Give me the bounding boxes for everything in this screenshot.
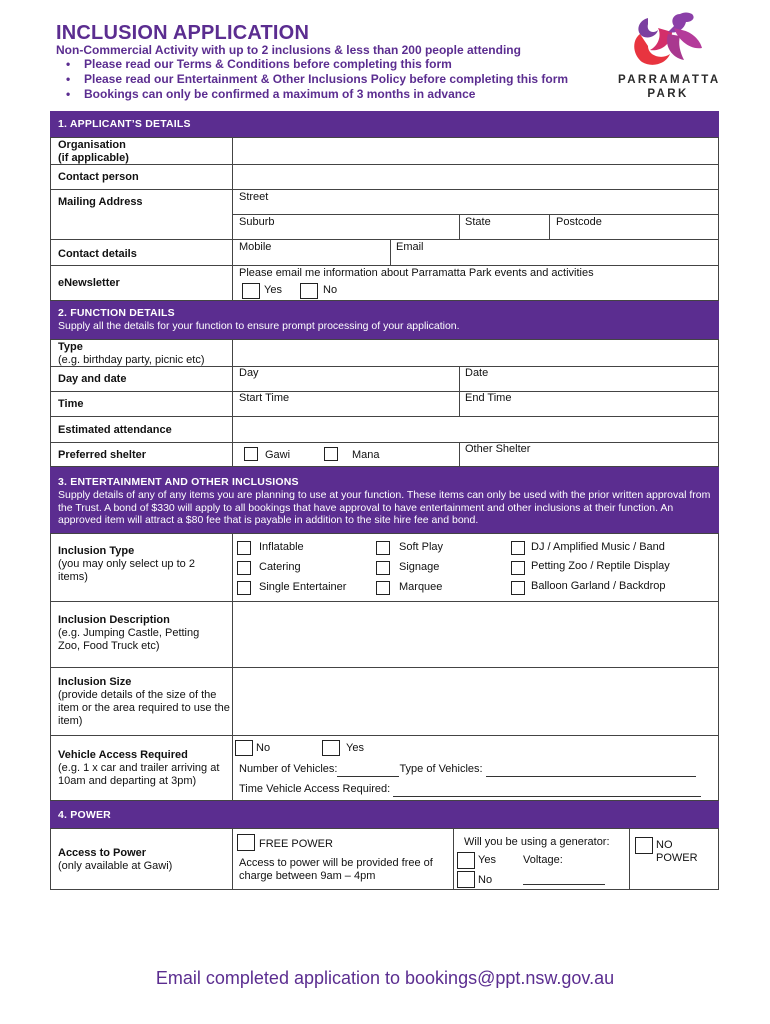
street-field[interactable]: Street [239,191,269,203]
inclusion-type-label: Inclusion Type [58,545,135,557]
free-power-label: FREE POWER [259,838,333,850]
state-field[interactable]: State [465,216,491,228]
enewsletter-label: eNewsletter [58,277,120,289]
end-time-field[interactable]: End Time [465,392,512,404]
row-divider [50,189,719,190]
email-field[interactable]: Email [396,241,424,253]
enews-no-checkbox[interactable] [300,283,318,299]
generator-no-checkbox[interactable] [457,871,475,888]
contact-person-field[interactable] [233,165,718,188]
section-1-header [50,111,719,137]
inclusion-description-label: Inclusion Description [58,614,170,626]
inclusion-description-field[interactable] [233,602,718,666]
free-power-checkbox[interactable] [237,834,255,851]
enews-no-label: No [323,284,338,296]
submission-email-note: Email completed application to bookings@ppt.nsw.gov.au [155,968,615,988]
column-divider [459,442,460,467]
row-divider [232,214,719,215]
day-field[interactable]: Day [239,367,259,379]
section-4-title: 4. POWER [58,809,111,821]
soft-play-checkbox[interactable] [376,541,390,555]
postcode-field[interactable]: Postcode [556,216,602,228]
section-2-title: 2. FUNCTION DETAILS [58,307,175,319]
instruction-item: • Please read our Terms & Conditions before completing this form [66,57,568,72]
inclusion-size-label: Inclusion Size [58,676,132,688]
gawi-label: Gawi [265,449,291,461]
section-4-header [50,801,719,828]
logo-text-line1: PARRAMATTA [618,74,721,86]
attendance-field[interactable] [233,417,718,441]
enews-yes-checkbox[interactable] [242,283,260,299]
column-divider [232,828,233,890]
row-divider [50,735,719,736]
access-to-power-note: (only available at Gawi) [58,860,173,872]
inclusion-type-note: (you may only select up to 2 items) [58,558,195,583]
signage-label: Signage [399,561,440,573]
no-power-checkbox[interactable] [635,837,653,854]
time-vehicle-access-field[interactable]: Time Vehicle Access Required: [239,783,701,797]
organisation-field[interactable] [233,138,718,163]
free-power-description: Access to power will be provided free of charge between 9am – 4pm [239,857,433,882]
generator-question: Will you be using a generator: [464,836,610,848]
vehicle-yes-checkbox[interactable] [322,740,340,756]
vehicle-access-note: (e.g. 1 x car and trailer arriving at 10am and departing at 3pm) [58,762,220,787]
column-divider [459,214,460,239]
date-field[interactable]: Date [465,367,489,379]
column-divider [390,239,391,265]
row-divider [50,239,719,240]
inclusion-size-field[interactable] [233,668,718,734]
gawi-checkbox[interactable] [244,447,258,461]
marquee-checkbox[interactable] [376,581,390,595]
signage-checkbox[interactable] [376,561,390,575]
column-divider [629,828,630,890]
other-shelter-field[interactable]: Other Shelter [465,443,531,455]
instruction-list [66,57,568,102]
num-vehicles-field[interactable]: Number of Vehicles: Type of Vehicles: [239,763,696,777]
balloon-garland-label: Balloon Garland / Backdrop [531,580,666,592]
vehicle-yes-label: Yes [346,742,364,754]
inclusion-size-note: (provide details of the size of the item or the area required to use the item) [58,689,230,727]
balloon-garland-checkbox[interactable] [511,581,525,595]
dj-music-band-label: DJ / Amplified Music / Band [531,541,665,553]
shelter-label: Preferred shelter [58,449,147,461]
single-entertainer-checkbox[interactable] [237,581,251,595]
mana-label: Mana [352,449,380,461]
column-divider [549,214,550,239]
access-to-power-label: Access to Power [58,847,147,859]
form-subtitle: Non-Commercial Activity with up to 2 inclusions & less than 200 people attending [56,43,521,57]
section-3-title: 3. ENTERTAINMENT AND OTHER INCLUSIONS [58,476,299,488]
catering-checkbox[interactable] [237,561,251,575]
day-date-label: Day and date [58,373,127,385]
mailing-address-label: Mailing Address [58,196,143,208]
attendance-label: Estimated attendance [58,424,172,436]
parramatta-park-logo [618,10,721,102]
birds-logo-icon [618,10,718,72]
start-time-field[interactable]: Start Time [239,392,290,404]
enews-yes-label: Yes [264,284,282,296]
contact-person-label: Contact person [58,171,139,183]
voltage-label: Voltage: [523,854,563,866]
petting-zoo-checkbox[interactable] [511,561,525,575]
suburb-field[interactable]: Suburb [239,216,275,228]
inflatable-label: Inflatable [259,541,304,553]
type-field[interactable] [233,340,718,365]
no-power-label: NO POWER [656,839,698,864]
inflatable-checkbox[interactable] [237,541,251,555]
section-3-header [50,467,719,533]
vehicle-no-checkbox[interactable] [235,740,253,756]
row-divider [50,391,719,392]
row-divider [50,366,719,367]
row-divider [50,442,719,443]
logo-text-line2: PARK [647,88,689,100]
generator-yes-label: Yes [478,854,496,866]
mana-checkbox[interactable] [324,447,338,461]
petting-zoo-label: Petting Zoo / Reptile Display [531,560,670,572]
section-1-title: 1. APPLICANT’S DETAILS [58,118,191,130]
soft-play-label: Soft Play [399,541,444,553]
instruction-item: • Please read our Entertainment & Other Inclusions Policy before completing this form [66,72,568,87]
section-3-description: Supply details of any of any items you are planning to use at your function. These items can only be used with the prior written approval from the Trust. A bond of $330 will apply to all bookings that have approval to have entertainment and other inclusions at their function. An approved item will attract a $80 fee that is payable in addition to the site hire fee and bond. [58,489,711,526]
vehicle-no-label: No [256,742,271,754]
inclusion-description-note: (e.g. Jumping Castle, Petting Zoo, Food Truck etc) [58,627,200,652]
catering-label: Catering [259,561,301,573]
vehicle-access-label: Vehicle Access Required [58,749,188,761]
marquee-label: Marquee [399,581,443,593]
generator-no-label: No [478,874,493,886]
voltage-input[interactable] [523,884,605,885]
column-divider [459,366,460,416]
single-entertainer-label: Single Entertainer [259,581,347,593]
row-divider [50,265,719,266]
type-label: Type (e.g. birthday party, picnic etc) [58,341,205,366]
dj-music-band-checkbox[interactable] [511,541,525,555]
section-2-description: Supply all the details for your function to ensure prompt processing of your application. [58,320,460,332]
organisation-label: Organisation (if applicable) [58,139,129,164]
enewsletter-text: Please email me information about Parramatta Park events and activities [239,267,594,279]
instruction-item: • Bookings can only be confirmed a maximum of 3 months in advance [66,87,568,102]
section-2-header [50,301,719,339]
column-divider [453,828,454,890]
form-title: INCLUSION APPLICATION [56,22,310,44]
mobile-field[interactable]: Mobile [239,241,272,253]
generator-yes-checkbox[interactable] [457,852,475,869]
time-label: Time [58,398,84,410]
contact-details-label: Contact details [58,248,137,260]
